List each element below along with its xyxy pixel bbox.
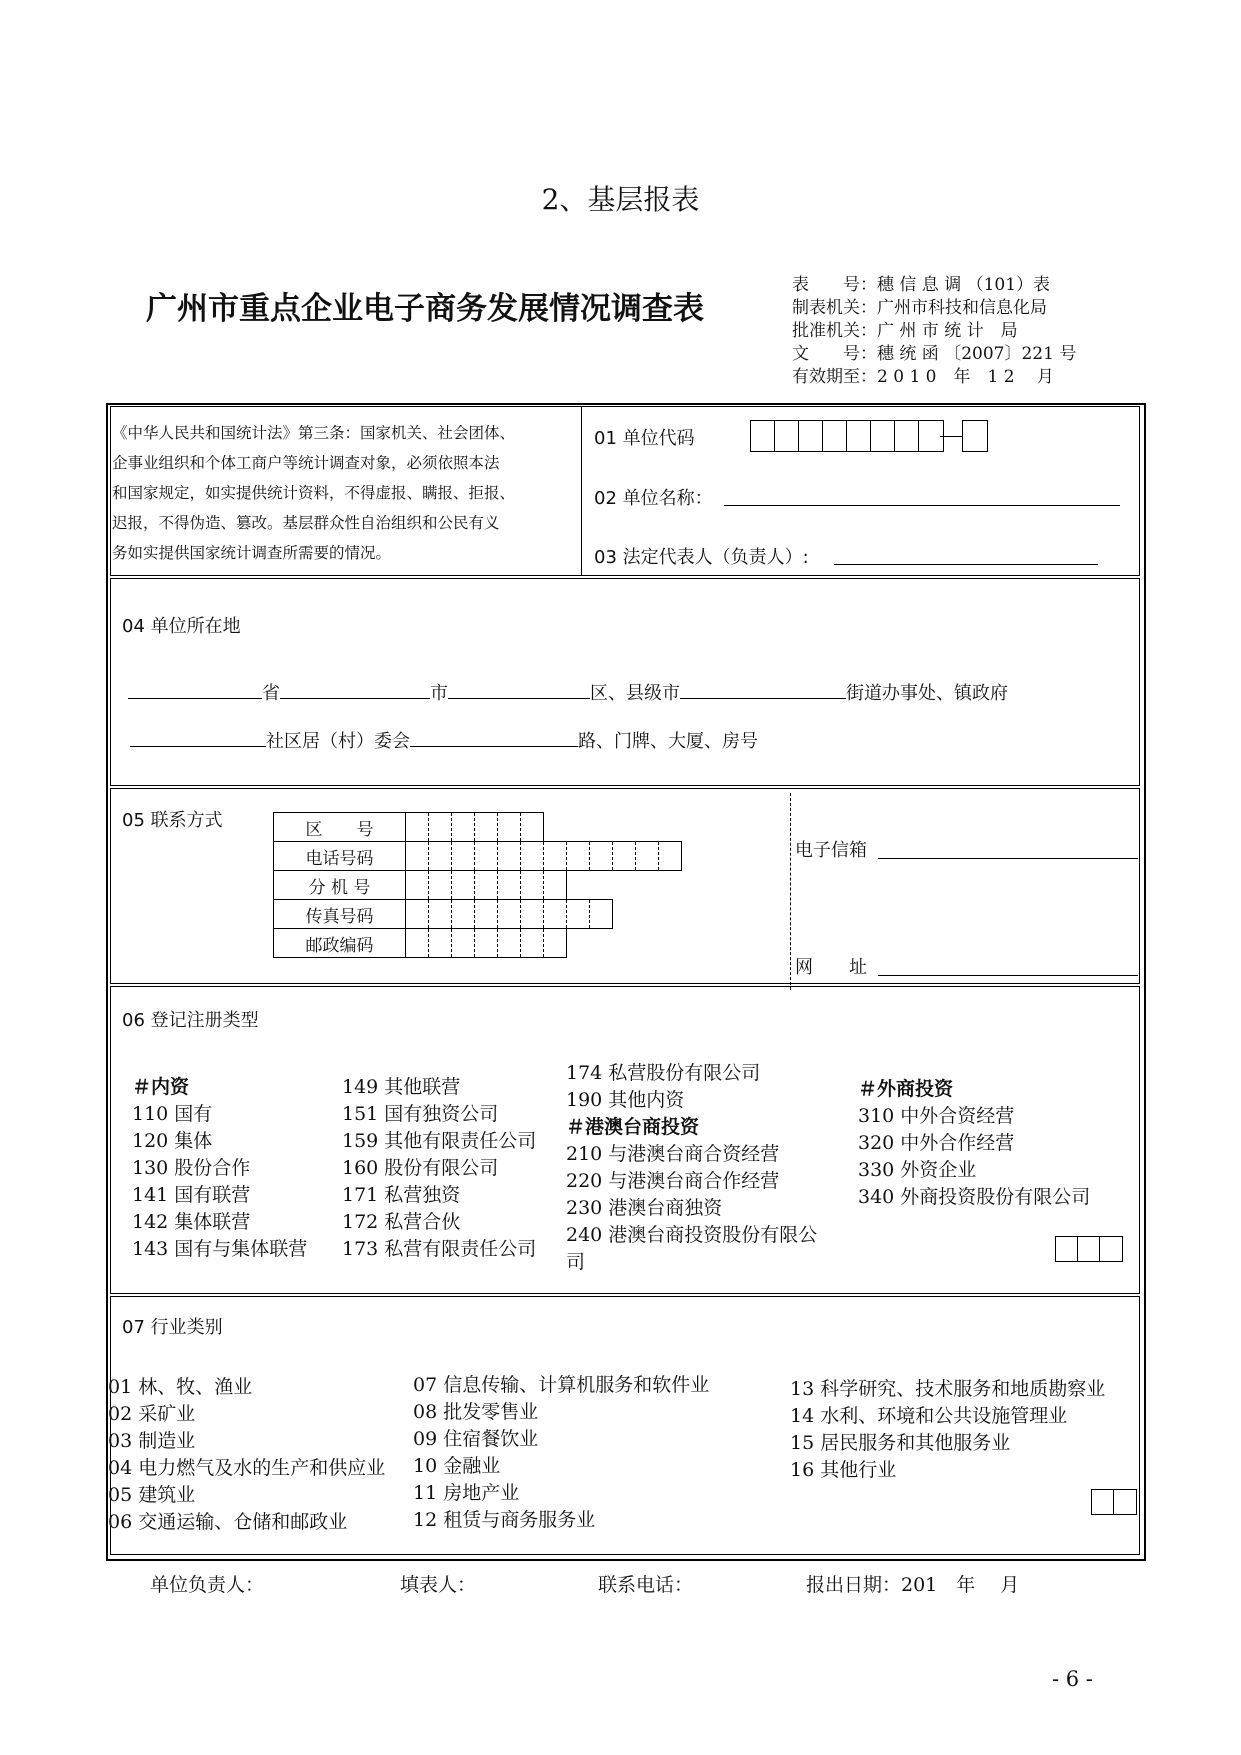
unit-code-check-box[interactable] [962,420,988,452]
fax-cell[interactable] [590,900,613,929]
phone-label: 电话号码 [274,842,406,871]
road-field[interactable] [410,726,578,747]
foreign-header: ＃外商投资 [858,1078,954,1100]
extension-cell[interactable] [429,871,452,900]
fax-cell[interactable] [475,900,498,929]
contact-label: 05 联系方式 [122,810,223,831]
area-code-cell[interactable] [452,813,475,842]
industry-option: 05 建筑业 [108,1484,196,1506]
contact-table [273,812,682,958]
legal-rep-label: 03 法定代表人（负责人）: [594,547,809,568]
industry-code-boxes[interactable] [1091,1489,1137,1515]
street-field[interactable] [680,678,846,699]
industry-option: 03 制造业 [108,1430,196,1452]
road-label: 路、门牌、大厦、房号 [578,731,758,752]
registration-option: 159 其他有限责任公司 [342,1130,537,1152]
registration-option: 220 与港澳台商合作经营 [566,1170,780,1192]
phone-cell[interactable] [498,842,521,871]
phone-cell[interactable] [567,842,590,871]
law-line: 迟报，不得伪造、篡改。基层群众性自治组织和公民有义 [112,514,500,532]
industry-option: 07 信息传输、计算机服务和软件业 [413,1374,710,1396]
email-field[interactable] [878,836,1138,859]
meta-form-number: 表 号：穗 信 息 调 （101）表 [792,275,1051,295]
city-field[interactable] [280,678,430,699]
registration-option: 330 外资企业 [858,1159,977,1181]
street-label: 街道办事处、镇政府 [846,683,1008,704]
registration-col-2 [342,1074,536,1263]
unit-name-field[interactable] [724,483,1120,506]
province-label: 省 [262,683,280,704]
registration-option: 130 股份合作 [132,1157,251,1179]
address-line-1 [128,678,1008,705]
phone-cell[interactable] [590,842,613,871]
unit-name-label: 02 单位名称： [594,488,713,509]
extension-cell[interactable] [544,871,567,900]
industry-option: 16 其他行业 [790,1459,897,1481]
meta-valid-until: 有效期至：2 0 1 0 年 1 2 月 [792,367,1054,387]
registration-option: 210 与港澳台商合资经营 [566,1143,780,1165]
website-label: 网 址 [795,957,867,978]
phone-cell[interactable] [613,842,636,871]
law-line: 务如实提供国家统计调查所需要的情况。 [112,544,392,562]
postal-code-cell[interactable] [406,929,429,958]
industry-option: 04 电力燃气及水的生产和供应业 [108,1457,386,1479]
registration-option: 173 私营有限责任公司 [342,1238,537,1260]
area-code-label: 区 号 [274,813,406,842]
phone-cell[interactable] [429,842,452,871]
registration-option: 司 [566,1251,586,1273]
meta-approving-agency: 批准机关：广 州 市 统 计 局 [792,321,1018,341]
postal-code-cell[interactable] [429,929,452,958]
email-label: 电子信箱 [795,840,867,861]
registration-option: 151 国有独资公司 [342,1103,499,1125]
law-line: 企事业组织和个体工商户等统计调查对象，必须依照本法 [112,454,500,472]
footer-phone: 联系电话： [598,1574,694,1596]
section-heading: 2、基层报表 [541,183,700,216]
law-text [112,418,515,568]
legal-rep-field[interactable] [834,542,1098,565]
unit-code-label: 01 单位代码 [594,428,695,449]
hk-macao-taiwan-header: ＃港澳台商投资 [566,1116,700,1138]
fax-cell[interactable] [406,900,429,929]
postal-code-cell[interactable] [544,929,567,958]
fax-cell[interactable] [521,900,544,929]
registration-option: 120 集体 [132,1130,213,1152]
province-field[interactable] [128,678,262,699]
registration-option: 340 外商投资股份有限公司 [858,1186,1091,1208]
extension-cell[interactable] [452,871,475,900]
phone-cell[interactable] [521,842,544,871]
registration-col-3 [566,1060,817,1276]
postal-code-cell[interactable] [521,929,544,958]
registration-option: 171 私营独资 [342,1184,461,1206]
community-field[interactable] [130,726,266,747]
registration-option: 172 私营合伙 [342,1211,461,1233]
postal-code-cell[interactable] [452,929,475,958]
city-label: 市 [430,683,448,704]
fax-cell[interactable] [498,900,521,929]
industry-option: 14 水利、环境和公共设施管理业 [790,1405,1068,1427]
postal-code-cell[interactable] [475,929,498,958]
phone-cell[interactable] [475,842,498,871]
registration-option: 310 中外合资经营 [858,1105,1015,1127]
law-line: 和国家规定，如实提供统计资料，不得虚报、瞒报、拒报、 [112,484,516,502]
industry-option: 12 租赁与商务服务业 [413,1509,596,1531]
industry-option: 08 批发零售业 [413,1401,539,1423]
fax-cell[interactable] [567,900,590,929]
phone-cell[interactable] [659,842,682,871]
postal-code-label: 邮政编码 [274,929,406,958]
meta-issuing-agency: 制表机关：广州市科技和信息化局 [792,298,1047,318]
footer-report-date: 报出日期：201 年 月 [806,1574,1020,1596]
domestic-header: ＃内资 [132,1076,190,1098]
district-field[interactable] [448,678,590,699]
address-line-2 [130,726,758,753]
area-code-cell[interactable] [521,813,544,842]
extension-cell[interactable] [475,871,498,900]
registration-option: 174 私营股份有限公司 [566,1062,761,1084]
website-field[interactable] [878,953,1138,976]
extension-cell[interactable] [406,871,429,900]
industry-option: 15 居民服务和其他服务业 [790,1432,1011,1454]
extension-label: 分 机 号 [274,871,406,900]
fax-cell[interactable] [544,900,567,929]
industry-option: 06 交通运输、仓储和邮政业 [108,1511,348,1533]
industry-col-2 [413,1372,709,1534]
registration-option: 149 其他联营 [342,1076,461,1098]
footer-filler: 填表人： [400,1574,477,1596]
registration-option: 240 港澳台商投资股份有限公 [566,1224,818,1246]
area-code-cell[interactable] [429,813,452,842]
registration-option: 230 港澳台商独资 [566,1197,723,1219]
industry-option: 11 房地产业 [413,1482,520,1504]
community-label: 社区居（村）委会 [266,731,410,752]
registration-label: 06 登记注册类型 [122,1010,259,1031]
unit-code-dash [940,436,962,437]
fax-label: 传真号码 [274,900,406,929]
registration-col-4 [858,1076,1090,1211]
phone-cell[interactable] [452,842,475,871]
industry-option: 13 科学研究、技术服务和地质勘察业 [790,1378,1106,1400]
footer-unit-head: 单位负责人： [150,1574,265,1596]
industry-option: 02 采矿业 [108,1403,196,1425]
district-label: 区、县级市 [590,683,680,704]
phone-cell[interactable] [636,842,659,871]
postal-code-cell[interactable] [498,929,521,958]
registration-option: 320 中外合作经营 [858,1132,1015,1154]
meta-document-number: 文 号：穗 统 函 〔2007〕221 号 [792,344,1077,364]
fax-cell[interactable] [429,900,452,929]
industry-option: 01 林、牧、渔业 [108,1376,253,1398]
industry-option: 10 金融业 [413,1455,501,1477]
industry-col-1 [108,1374,385,1536]
law-line: 《中华人民共和国统计法》第三条：国家机关、社会团体、 [112,424,516,442]
fax-cell[interactable] [452,900,475,929]
industry-option: 09 住宿餐饮业 [413,1428,539,1450]
contact-divider [790,793,791,990]
area-code-cell[interactable] [475,813,498,842]
area-code-cell[interactable] [498,813,521,842]
industry-label: 07 行业类别 [122,1317,223,1338]
registration-option: 160 股份有限公司 [342,1157,499,1179]
unit-code-boxes[interactable] [750,420,944,452]
phone-cell[interactable] [544,842,567,871]
address-label: 04 单位所在地 [122,616,241,637]
registration-col-1 [132,1074,307,1263]
registration-option: 143 国有与集体联营 [132,1238,308,1260]
registration-option: 141 国有联营 [132,1184,251,1206]
industry-col-3 [790,1376,1105,1484]
extension-cell[interactable] [498,871,521,900]
extension-cell[interactable] [521,871,544,900]
page-number: - 6 - [1052,1667,1093,1691]
phone-cell[interactable] [406,842,429,871]
registration-option: 110 国有 [132,1103,213,1125]
registration-option: 190 其他内资 [566,1089,685,1111]
registration-code-boxes[interactable] [1055,1236,1123,1262]
registration-option: 142 集体联营 [132,1211,251,1233]
form-title: 广州市重点企业电子商务发展情况调查表 [146,291,704,327]
row1-divider [581,406,582,576]
area-code-cell[interactable] [406,813,429,842]
